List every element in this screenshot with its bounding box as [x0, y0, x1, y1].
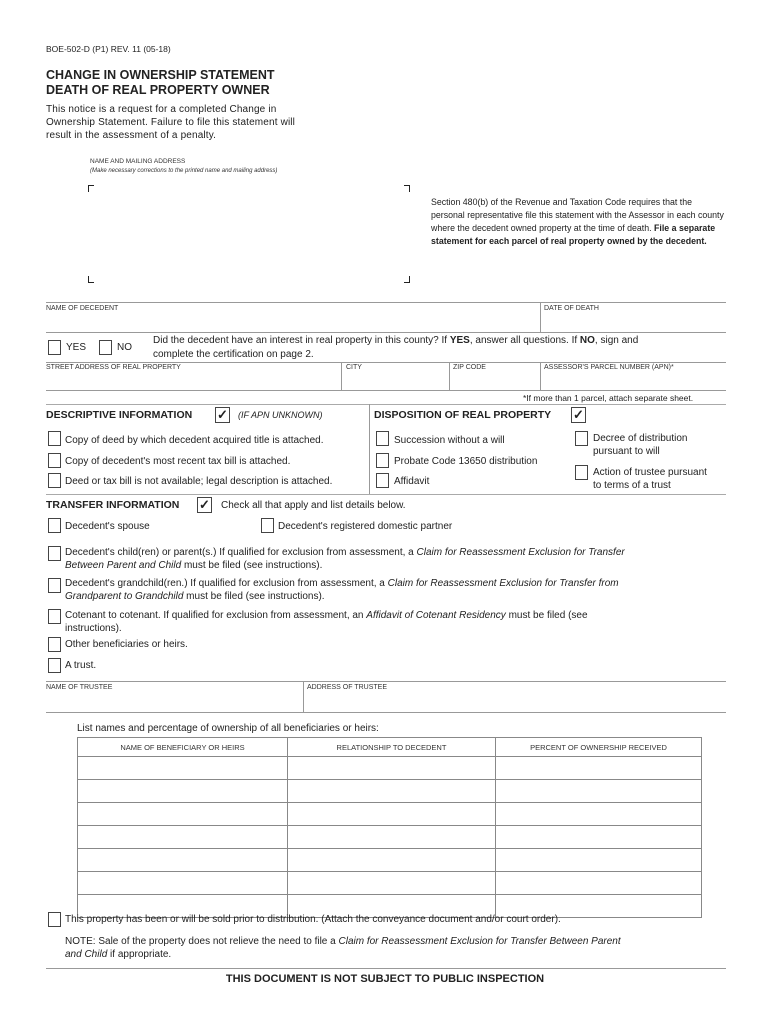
table-cell[interactable]	[496, 826, 702, 849]
q-yes: YES	[449, 335, 470, 346]
disposition-checkbox[interactable]: ✓	[571, 407, 586, 423]
title-line-1: CHANGE IN OWNERSHIP STATEMENT	[46, 68, 275, 82]
apn-label: ASSESSOR'S PARCEL NUMBER (APN)*	[544, 364, 674, 371]
child-parent-label	[65, 546, 725, 572]
divider	[46, 681, 726, 682]
mailing-address-sublabel: (Make necessary corrections to the printed name and mailing address)	[90, 168, 278, 174]
section-480-text: Section 480(b) of the Revenue and Taxation Code requires that the personal representative file this statement with the Assessor in each county where the decedent owned property at the time of death.	[431, 197, 724, 233]
table-cell[interactable]	[496, 757, 702, 780]
column-header: RELATIONSHIP TO DECEDENT	[288, 738, 496, 757]
table-cell[interactable]	[496, 803, 702, 826]
table-cell[interactable]	[78, 803, 288, 826]
apn-unknown-label: (IF APN UNKNOWN)	[238, 410, 323, 420]
trustee-action-line1: Action of trustee pursuant	[593, 467, 707, 478]
section-480-notice	[431, 196, 727, 248]
date-of-death-field[interactable]	[544, 314, 724, 330]
probate-checkbox[interactable]	[376, 453, 389, 468]
footer-notice: THIS DOCUMENT IS NOT SUBJECT TO PUBLIC INSPECTION	[225, 973, 545, 985]
transfer-instruction: Check all that apply and list details below.	[221, 500, 406, 511]
apn-unknown-checkbox[interactable]: ✓	[215, 407, 230, 423]
yes-checkbox[interactable]	[48, 340, 61, 355]
disposition-header: DISPOSITION OF REAL PROPERTY	[374, 409, 552, 421]
date-of-death-label: DATE OF DEATH	[544, 305, 599, 312]
divider	[46, 494, 726, 495]
other-beneficiaries-label: Other beneficiaries or heirs.	[65, 639, 188, 650]
table-cell[interactable]	[288, 780, 496, 803]
divider	[46, 712, 726, 713]
interest-question-line2: complete the certification on page 2.	[153, 349, 314, 360]
trustee-action-label	[593, 466, 707, 492]
table-row	[78, 780, 702, 803]
title-line-2: DEATH OF REAL PROPERTY OWNER	[46, 83, 270, 97]
yes-label: YES	[66, 342, 87, 353]
legal-description-checkbox[interactable]	[48, 473, 61, 488]
table-header-row	[78, 738, 702, 757]
corner-mark	[404, 185, 410, 192]
other-beneficiaries-checkbox[interactable]	[48, 637, 61, 652]
zip-label: ZIP CODE	[453, 364, 486, 371]
table-cell[interactable]	[288, 849, 496, 872]
divider	[46, 362, 726, 363]
decree-label-line2: pursuant to will	[593, 446, 660, 457]
coten-text-b: Affidavit of Cotenant Residency	[366, 610, 506, 621]
table-cell[interactable]	[78, 849, 288, 872]
tax-bill-label: Copy of decedent's most recent tax bill is attached.	[65, 456, 291, 467]
city-label: CITY	[346, 364, 362, 371]
coten-text-a: Cotenant to cotenant. If qualified for exclusion from assessment, an	[65, 610, 367, 621]
divider	[46, 968, 726, 969]
divider	[303, 681, 304, 712]
divider	[540, 302, 541, 332]
corner-mark	[404, 276, 410, 283]
child-text-d: must be filed (see instructions).	[181, 560, 323, 571]
divider	[46, 390, 726, 391]
section-480-bold: File a separate statement for each parcel of real property owned by the decedent.	[431, 223, 716, 246]
q-no: NO	[579, 335, 595, 346]
spouse-checkbox[interactable]	[48, 518, 61, 533]
divider	[46, 302, 726, 303]
grandchild-label	[65, 577, 725, 603]
grand-text-d: must be filed (see instructions).	[183, 591, 325, 602]
succession-checkbox[interactable]	[376, 431, 389, 446]
table-row	[78, 849, 702, 872]
sold-label: This property has been or will be sold prior to distribution. (Attach the conveyance document and/or court order).	[65, 914, 561, 925]
table-cell[interactable]	[288, 872, 496, 895]
table-cell[interactable]	[288, 757, 496, 780]
corner-mark	[88, 276, 94, 283]
name-of-decedent-label: NAME OF DECEDENT	[46, 305, 119, 312]
q-part-3: , sign and	[594, 335, 639, 346]
table-row	[78, 872, 702, 895]
grandchild-checkbox[interactable]	[48, 578, 61, 593]
child-text-a: Decedent's child(ren) or parent(s.) If qualified for exclusion from assessment, a	[65, 547, 417, 558]
column-header: NAME OF BENEFICIARY OR HEIRS	[78, 738, 288, 757]
coten-text-c: must be filed (see	[505, 610, 588, 621]
note-text-a: NOTE: Sale of the property does not relieve the need to file a	[65, 936, 339, 947]
apn-field[interactable]	[543, 373, 725, 389]
beneficiaries-table	[77, 737, 702, 918]
note-text-c: and Child	[65, 949, 108, 960]
trustee-address-field[interactable]	[306, 694, 724, 710]
table-row	[78, 803, 702, 826]
table-cell[interactable]	[288, 826, 496, 849]
column-header: PERCENT OF OWNERSHIP RECEIVED	[496, 738, 702, 757]
domestic-partner-label: Decedent's registered domestic partner	[278, 521, 453, 532]
succession-label: Succession without a will	[394, 435, 505, 446]
q-part-1: Did the decedent have an interest in real property in this county? If	[153, 335, 450, 346]
q-part-2: , answer all questions. If	[469, 335, 580, 346]
domestic-partner-checkbox[interactable]	[261, 518, 274, 533]
street-address-label: STREET ADDRESS OF REAL PROPERTY	[46, 364, 181, 371]
divider	[449, 362, 450, 390]
name-of-decedent-field[interactable]	[47, 314, 537, 330]
table-cell[interactable]	[496, 780, 702, 803]
spouse-label: Decedent's spouse	[65, 521, 150, 532]
corner-mark	[88, 185, 94, 192]
tax-bill-checkbox[interactable]	[48, 453, 61, 468]
child-parent-checkbox[interactable]	[48, 546, 61, 561]
decree-label-line1: Decree of distribution	[593, 433, 688, 444]
apn-note: *If more than 1 parcel, attach separate sheet.	[523, 393, 694, 403]
zip-field[interactable]	[452, 373, 538, 389]
page-title	[46, 68, 366, 98]
trustee-action-checkbox[interactable]	[575, 465, 588, 480]
affidavit-label: Affidavit	[394, 476, 430, 487]
decree-checkbox[interactable]	[575, 431, 588, 446]
interest-question	[153, 334, 723, 347]
child-text-c: Between Parent and Child	[65, 560, 182, 571]
trustee-name-label: NAME OF TRUSTEE	[46, 684, 113, 691]
table-row	[78, 757, 702, 780]
form-id: BOE-502-D (P1) REV. 11 (05-18)	[46, 44, 171, 54]
legal-description-label: Deed or tax bill is not available; legal description is attached.	[65, 476, 333, 487]
table-cell[interactable]	[78, 780, 288, 803]
divider	[341, 362, 342, 390]
trust-label: A trust.	[65, 660, 97, 671]
penalty-notice: This notice is a request for a completed Change in Ownership Statement. Failure to file this statement will result in the assessment of a penalty.	[46, 104, 296, 141]
trustee-action-line2: to terms of a trust	[593, 480, 671, 491]
beneficiaries-intro: List names and percentage of ownership of all beneficiaries or heirs:	[77, 723, 379, 734]
mailing-address-label: NAME AND MAILING ADDRESS	[90, 158, 186, 165]
deed-checkbox[interactable]	[48, 431, 61, 446]
grand-text-a: Decedent's grandchild(ren.) If qualified for exclusion from assessment, a	[65, 578, 388, 589]
affidavit-checkbox[interactable]	[376, 473, 389, 488]
grand-text-c: Grandparent to Grandchild	[65, 591, 184, 602]
note-text-b: Claim for Reassessment Exclusion for Transfer Between Parent	[338, 936, 621, 947]
table-cell[interactable]	[78, 757, 288, 780]
grand-text-b: Claim for Reassessment Exclusion for Transfer from	[387, 578, 619, 589]
divider	[46, 332, 726, 333]
table-cell[interactable]	[496, 872, 702, 895]
city-field[interactable]	[344, 373, 447, 389]
coten-text-d: instructions).	[65, 623, 122, 634]
child-text-b: Claim for Reassessment Exclusion for Transfer	[416, 547, 625, 558]
mailing-address-area[interactable]	[88, 185, 410, 283]
transfer-checkbox[interactable]: ✓	[197, 497, 212, 513]
divider	[540, 362, 541, 390]
table-cell[interactable]	[78, 872, 288, 895]
trustee-name-field[interactable]	[47, 694, 301, 710]
note-text-d: if appropriate.	[107, 949, 172, 960]
descriptive-header: DESCRIPTIVE INFORMATION	[46, 409, 193, 421]
sold-checkbox[interactable]	[48, 912, 61, 927]
deed-label: Copy of deed by which decedent acquired title is attached.	[65, 435, 324, 446]
decree-label	[593, 432, 688, 458]
divider	[369, 404, 370, 494]
table-cell[interactable]	[288, 803, 496, 826]
table-cell[interactable]	[78, 826, 288, 849]
sale-note	[65, 935, 725, 961]
no-checkbox[interactable]	[99, 340, 112, 355]
transfer-header: TRANSFER INFORMATION	[46, 499, 180, 511]
trustee-address-label: ADDRESS OF TRUSTEE	[307, 684, 387, 691]
no-label: NO	[117, 342, 132, 353]
trust-checkbox[interactable]	[48, 658, 61, 673]
street-address-field[interactable]	[47, 373, 339, 389]
divider	[46, 404, 726, 405]
table-row	[78, 826, 702, 849]
cotenant-checkbox[interactable]	[48, 609, 61, 624]
probate-label: Probate Code 13650 distribution	[394, 456, 538, 467]
table-cell[interactable]	[496, 849, 702, 872]
cotenant-label	[65, 609, 725, 635]
